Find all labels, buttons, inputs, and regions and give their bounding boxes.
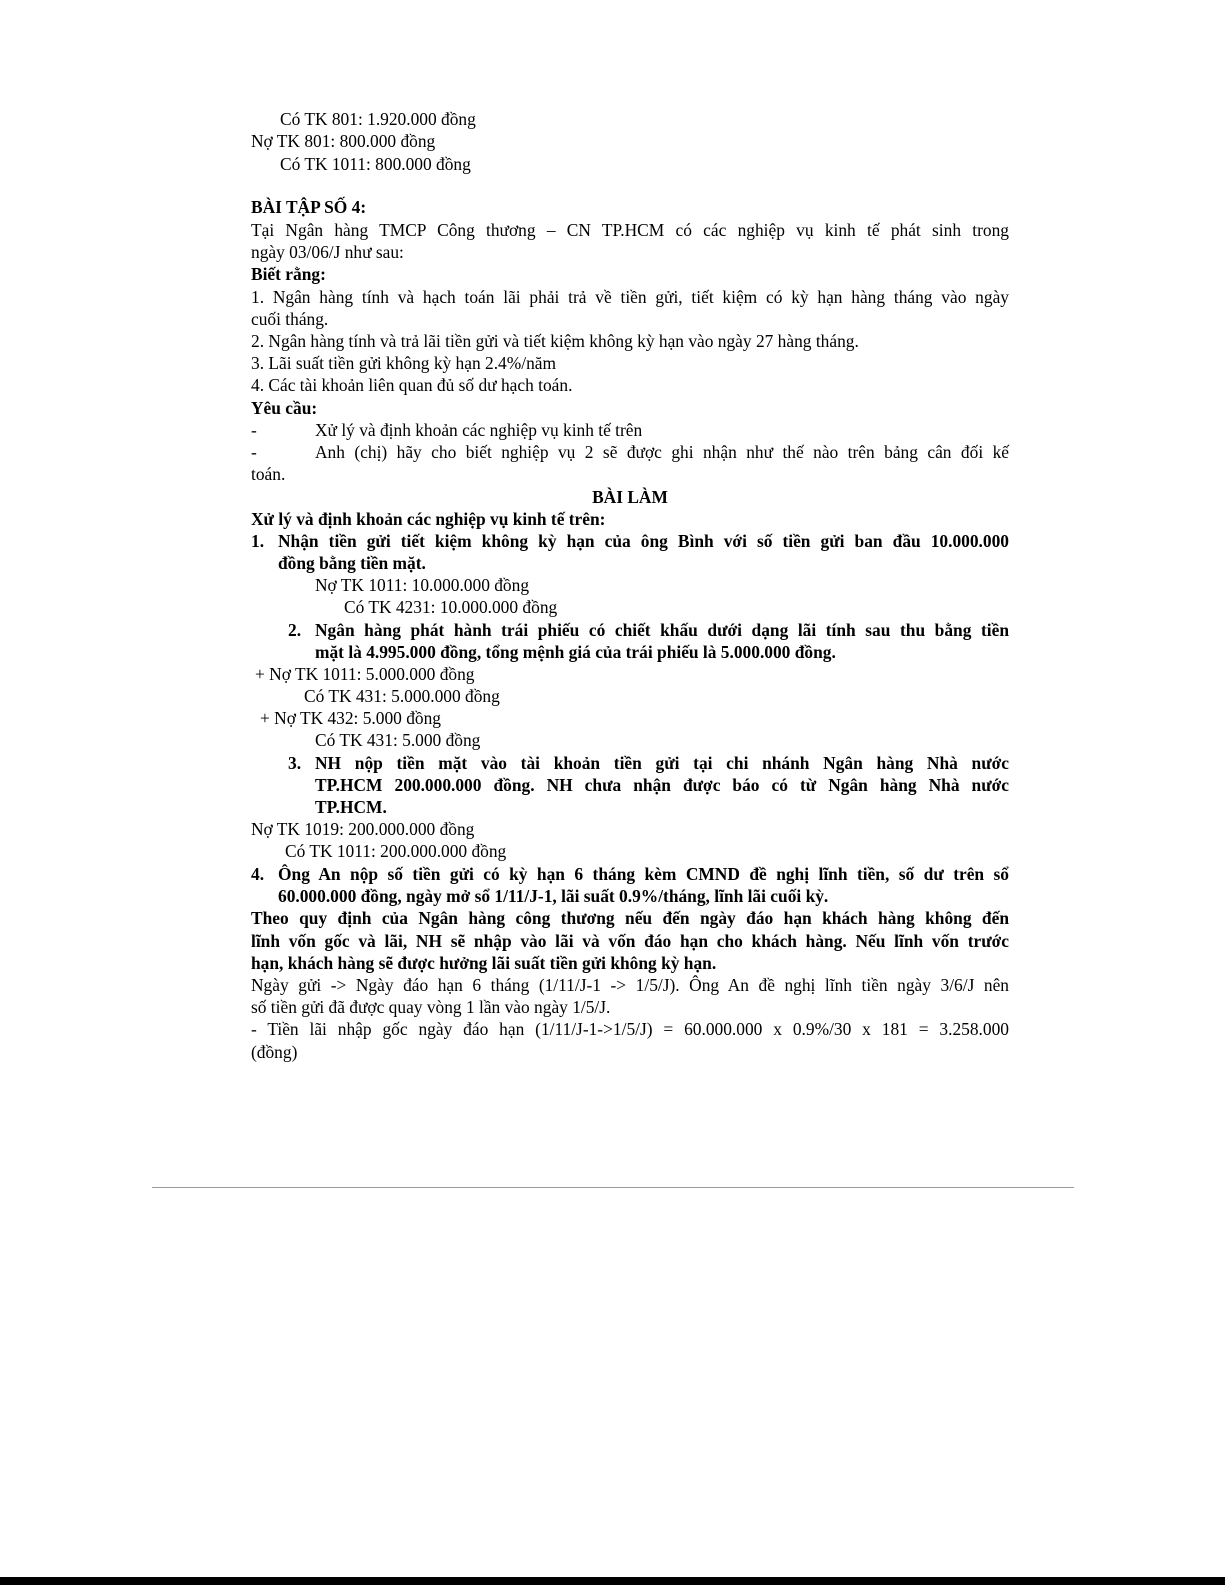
entry-line: Nợ TK 801: 800.000 đồng	[251, 131, 436, 151]
known-item: 4. Các tài khoản liên quan đủ số dư hạch toán.	[251, 375, 573, 395]
calc-text: - Tiền lãi nhập gốc ngày đáo hạn (1/11/J-1->1/5/J) = 60.000.000 x 0.9%/30 x 181 = 3.258.000	[251, 1019, 1009, 1039]
requirements-heading: Yêu cầu:	[251, 398, 318, 418]
op-text: mặt là 4.995.000 đồng, tổng mệnh giá của trái phiếu là 5.000.000 đồng.	[315, 642, 836, 662]
entry-debit: Nợ TK 1011: 10.000.000 đồng	[315, 575, 530, 595]
page-divider	[152, 1187, 1074, 1188]
entry-debit: Nợ TK 1019: 200.000.000 đồng	[251, 819, 475, 839]
rule-text: Theo quy định của Ngân hàng công thương nếu đến ngày đáo hạn khách hàng không đến	[251, 908, 1009, 928]
known-item: cuối tháng.	[251, 309, 329, 329]
exercise-title: BÀI TẬP SỐ 4:	[251, 197, 367, 217]
entry-credit: Có TK 431: 5.000 đồng	[315, 730, 481, 750]
entry-credit: Có TK 4231: 10.000.000 đồng	[344, 597, 558, 617]
op-number: 1.	[251, 531, 265, 551]
rule-text: lĩnh vốn gốc và lãi, NH sẽ nhập vào lãi và vốn đáo hạn cho khách hàng. Nếu lĩnh vốn trước	[251, 931, 1009, 951]
bottom-edge-bar	[0, 1577, 1225, 1585]
entry-line: Có TK 801: 1.920.000 đồng	[280, 109, 476, 129]
calc-text: (đồng)	[251, 1042, 298, 1062]
requirement-bullet: -	[251, 420, 257, 440]
op-text: đồng bằng tiền mặt.	[278, 553, 426, 573]
op-number: 2.	[288, 620, 302, 640]
entry-credit: Có TK 1011: 200.000.000 đồng	[285, 841, 507, 861]
rule-text: hạn, khách hàng sẽ được hưởng lãi suất tiền gửi không kỳ hạn.	[251, 953, 717, 973]
solution-subtitle: Xử lý và định khoản các nghiệp vụ kinh tế trên:	[251, 509, 606, 529]
op-text: 60.000.000 đồng, ngày mở sổ 1/11/J-1, lãi suất 0.9%/tháng, lĩnh lãi cuối kỳ.	[278, 886, 829, 906]
entry-debit: + Nợ TK 1011: 5.000.000 đồng	[255, 664, 475, 684]
exercise-intro: Tại Ngân hàng TMCP Công thương – CN TP.HCM có các nghiệp vụ kinh tế phát sinh trong	[251, 220, 1009, 240]
solution-title: BÀI LÀM	[592, 487, 668, 507]
note-text: Ngày gửi -> Ngày đáo hạn 6 tháng (1/11/J-1 -> 1/5/J). Ông An đề nghị lĩnh tiền ngày 3/6/J nên	[251, 975, 1009, 995]
entry-debit: + Nợ TK 432: 5.000 đồng	[260, 708, 441, 728]
entry-line: Có TK 1011: 800.000 đồng	[280, 154, 471, 174]
op-text: TP.HCM.	[315, 797, 387, 817]
requirement-item: Anh (chị) hãy cho biết nghiệp vụ 2 sẽ được ghi nhận như thế nào trên bảng cân đối kế	[315, 442, 1009, 462]
op-number: 3.	[288, 753, 302, 773]
known-item: 1. Ngân hàng tính và hạch toán lãi phải trả về tiền gửi, tiết kiệm có kỳ hạn hàng tháng vào ngày	[251, 287, 1009, 307]
note-text: số tiền gửi đã được quay vòng 1 lần vào ngày 1/5/J.	[251, 997, 611, 1017]
requirement-bullet: -	[251, 442, 257, 462]
known-heading: Biết rằng:	[251, 264, 326, 284]
op-number: 4.	[251, 864, 265, 884]
known-item: 3. Lãi suất tiền gửi không kỳ hạn 2.4%/năm	[251, 353, 557, 373]
requirement-item: toán.	[251, 464, 286, 484]
op-text: NH nộp tiền mặt vào tài khoản tiền gửi tại chi nhánh Ngân hàng Nhà nước	[315, 753, 1009, 773]
op-text: Ông An nộp số tiền gửi có kỳ hạn 6 tháng kèm CMND đề nghị lĩnh tiền, số dư trên sổ	[278, 864, 1009, 884]
entry-credit: Có TK 431: 5.000.000 đồng	[304, 686, 500, 706]
op-text: Nhận tiền gửi tiết kiệm không kỳ hạn của ông Bình với số tiền gửi ban đầu 10.000.000	[278, 531, 1009, 551]
exercise-intro: ngày 03/06/J như sau:	[251, 242, 404, 262]
known-item: 2. Ngân hàng tính và trả lãi tiền gửi và tiết kiệm không kỳ hạn vào ngày 27 hàng tháng.	[251, 331, 859, 351]
op-text: TP.HCM 200.000.000 đồng. NH chưa nhận được báo có từ Ngân hàng Nhà nước	[315, 775, 1009, 795]
op-text: Ngân hàng phát hành trái phiếu có chiết khấu dưới dạng lãi tính sau thu bằng tiền	[315, 620, 1009, 640]
requirement-item: Xử lý và định khoản các nghiệp vụ kinh tế trên	[315, 420, 643, 440]
